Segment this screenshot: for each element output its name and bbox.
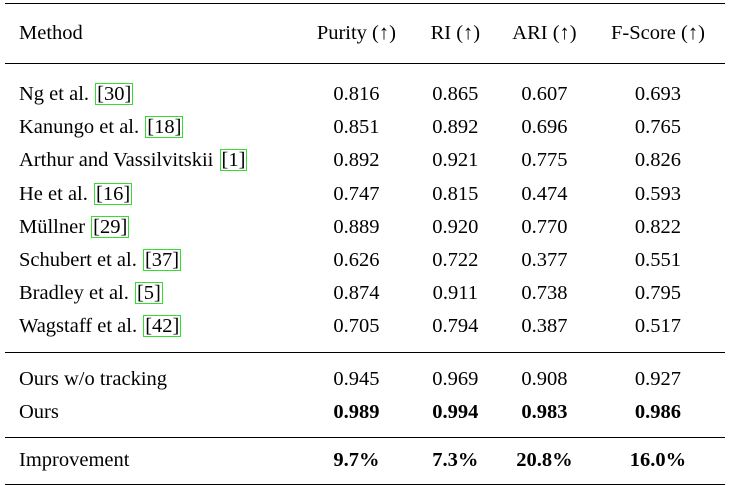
- purity-value: 0.889: [333, 215, 380, 238]
- citation-link[interactable]: [30]: [97, 83, 132, 106]
- ari-value: 0.607: [521, 83, 568, 106]
- citation-link[interactable]: [42]: [145, 315, 180, 338]
- ari-value: 0.696: [521, 116, 568, 139]
- fscore-value: 0.927: [634, 367, 682, 390]
- citation-link[interactable]: [1]: [221, 149, 246, 172]
- method-name: Ours w/o tracking: [19, 367, 168, 390]
- ari-improvement: 20.8%: [516, 449, 573, 471]
- method-name-cell: [5, 244, 300, 277]
- purity-value: 0.816: [333, 83, 380, 106]
- ari-value: 0.983: [521, 400, 568, 423]
- method-name: Kanungo et al.: [19, 116, 140, 139]
- fscore-value: 0.795: [634, 282, 682, 305]
- header-method: Method: [19, 22, 83, 44]
- ari-value: 0.387: [521, 315, 568, 338]
- method-name: He et al.: [19, 182, 88, 205]
- table-row: [5, 277, 725, 310]
- ri-value: 0.892: [432, 116, 479, 139]
- table-row: [5, 396, 725, 438]
- fscore-value: 0.551: [634, 249, 682, 272]
- ri-value: 0.994: [432, 400, 479, 423]
- method-name: Müllner: [19, 215, 86, 238]
- table-row: [5, 211, 725, 244]
- clustering-results-table: [5, 3, 725, 485]
- ari-value: 0.738: [521, 282, 568, 305]
- header-ari: ARI (↑): [512, 22, 577, 44]
- ri-value: 0.815: [432, 182, 479, 205]
- improvement-section: [5, 437, 725, 484]
- ri-value: 0.865: [432, 83, 479, 106]
- ri-improvement: 7.3%: [432, 449, 479, 471]
- improvement-row: [5, 437, 725, 484]
- method-name: Wagstaff et al.: [19, 315, 138, 338]
- ri-value: 0.921: [432, 149, 479, 172]
- citation-link[interactable]: [5]: [136, 282, 161, 305]
- fscore-value: 0.517: [634, 315, 682, 338]
- fscore-value: 0.765: [634, 116, 682, 139]
- purity-value: 0.747: [333, 182, 380, 205]
- citation-link[interactable]: [16]: [96, 182, 131, 205]
- fscore-value: 0.822: [634, 215, 682, 238]
- fscore-value: 0.826: [634, 149, 682, 172]
- method-name-cell: [5, 111, 300, 144]
- citation-link[interactable]: [18]: [147, 116, 182, 139]
- method-name: Arthur and Vassilvitskii: [19, 149, 214, 172]
- table-row: [5, 244, 725, 277]
- purity-improvement: 9.7%: [333, 449, 380, 471]
- purity-value: 0.874: [333, 282, 380, 305]
- improvement-label: Improvement: [19, 449, 130, 471]
- table-row: [5, 111, 725, 144]
- method-name-cell: [5, 64, 300, 112]
- header-row: [5, 4, 725, 64]
- method-name-cell: [5, 144, 300, 177]
- citation-link[interactable]: [37]: [144, 249, 180, 272]
- method-name: Ours: [19, 400, 59, 423]
- ari-value: 0.377: [521, 249, 568, 272]
- purity-value: 0.851: [333, 116, 380, 139]
- purity-value: 0.892: [333, 149, 380, 172]
- method-name-cell: [5, 178, 300, 211]
- purity-value: 0.705: [333, 315, 380, 338]
- ri-value: 0.920: [432, 215, 479, 238]
- citation-link[interactable]: [29]: [93, 215, 128, 238]
- fscore-improvement: 16.0%: [629, 449, 687, 471]
- ari-value: 0.474: [521, 182, 568, 205]
- purity-value: 0.989: [333, 400, 380, 423]
- header-purity: Purity (↑): [316, 22, 396, 44]
- method-name: Bradley et al.: [19, 282, 129, 305]
- ari-value: 0.775: [521, 149, 568, 172]
- baseline-methods: [5, 64, 725, 353]
- ri-value: 0.794: [432, 315, 479, 338]
- fscore-value: 0.593: [634, 182, 682, 205]
- fscore-value: 0.986: [634, 400, 682, 423]
- method-name: Ng et al.: [19, 83, 90, 106]
- ari-value: 0.770: [521, 215, 568, 238]
- method-name: Schubert et al.: [19, 249, 137, 272]
- table-row: [5, 64, 725, 112]
- ri-value: 0.911: [432, 282, 479, 305]
- ri-value: 0.969: [432, 367, 479, 390]
- proposed-methods: [5, 352, 725, 437]
- table-row: [5, 178, 725, 211]
- purity-value: 0.626: [333, 249, 380, 272]
- header-fscore: F-Score (↑): [610, 22, 705, 44]
- method-name-cell: [5, 277, 300, 310]
- purity-value: 0.945: [333, 367, 380, 390]
- ri-value: 0.722: [432, 249, 479, 272]
- table-row: [5, 310, 725, 352]
- header-ri: RI (↑): [430, 22, 481, 44]
- method-name-cell: [5, 211, 300, 244]
- table-row: [5, 352, 725, 396]
- table-row: [5, 144, 725, 177]
- ari-value: 0.908: [521, 367, 568, 390]
- fscore-value: 0.693: [634, 83, 682, 106]
- method-name-cell: [5, 310, 300, 352]
